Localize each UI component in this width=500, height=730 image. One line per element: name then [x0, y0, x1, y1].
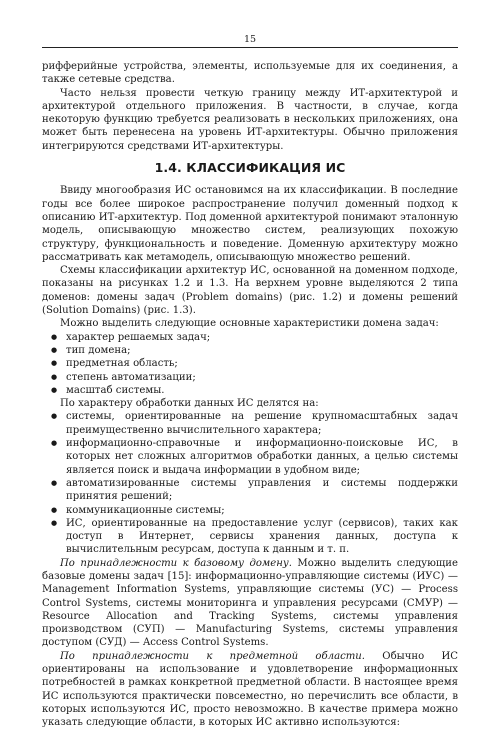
paragraph-characteristics-intro: Можно выделить следующие основные характеристики домена задач: — [60, 318, 439, 330]
page-number: 15 — [243, 34, 257, 45]
paragraph-schemes: Схемы классификации архитектур ИС, основанной на доменном подходе, показаны на рисунках 1.2 и 1.3. На верхнем уровне выделяются 2 типа доменов: домены задач (Problem domains) (рис. 1.2) и домены решений (Solution Domains) (рис. 1.3). — [42, 265, 458, 317]
body-text — [42, 60, 458, 730]
subject-domain-text: Обычно ИС ориентированы на использование и удовлетворение информационных потребностей в рамках конкретной предметной области. В настоящее время ИС используются практически повсеместно, но перечислить все области, в которых используются ИС, просто невозможно. В качестве примера можно указать следующие области, в которых ИС активно используются: — [42, 650, 458, 729]
paragraph-it-architecture: Часто нельзя провести четкую границу между ИТ-архитектурой и архитектурой отдельного приложения. В частности, в случае, когда некоторую функцию требуется реализовать в нескольких приложениях, она может быть перенесена на уровень ИТ-архитектуры. Обычно приложения интегрируются средствами ИТ-архитектуры. — [42, 87, 458, 152]
subject-domain-lead: По принадлежности к предметной области. — [60, 650, 366, 662]
list-item: ● тип домена; — [42, 344, 458, 357]
list-item: ● предметная область; — [42, 357, 458, 370]
processing-types-list — [42, 410, 458, 556]
section-title: 1.4. КЛАССИФИКАЦИЯ ИС — [154, 160, 346, 176]
paragraph-subject-domain — [42, 650, 458, 730]
list-item: ● степень автоматизации; — [42, 371, 458, 384]
paragraph-base-domain — [42, 557, 458, 650]
list-item: ● ИС, ориентированные на предоставление услуг (сервисов), таких как доступ в Интернет, сервисы хранения данных, доступа к вычислительным ресурсам, доступа к данным и т. п. — [42, 517, 458, 557]
paragraph-classification: Ввиду многообразия ИС остановимся на их классификации. В последние годы все более широкое распространение получил доменный подход к описанию ИТ-архитектур. Под доменной архитектурой понимают эталонную модель, описывающую множество систем, реализующих похожую структуру, функциональность и поведение. Доменную архитектуру можно рассматривать как метамодель, описывающую множество решений. — [42, 185, 458, 263]
list-item: ● информационно-справочные и информационно-поисковые ИС, в которых нет сложных алгоритмов обработки данных, а целью системы является поиск и выдача информации в удобном виде; — [42, 437, 458, 477]
list-item: ● коммуникационные системы; — [42, 504, 458, 517]
characteristics-list — [42, 331, 458, 397]
list-item: ● характер решаемых задач; — [42, 331, 458, 344]
paragraph-continuation: рифферийные устройства, элементы, используемые для их соединения, а также сетевые средства. — [42, 61, 458, 86]
header-rule — [42, 47, 458, 48]
list-item: ● масштаб системы. — [42, 384, 458, 397]
base-domain-text: Можно выделить следующие базовые домены задач [15]: информационно-управляющие системы (ИУС) — Management Information Systems, управляющие системы (УС) — Process Control Systems, системы мониторинга и управления ресурсами (СМУР) — Resource Allocation and Tracking Systems, системы управления производством (СУП) — Manufacturing Systems, системы управления доступом (СУД) — Access Control Systems. — [42, 557, 458, 649]
base-domain-lead: По принадлежности к базовому домену. — [60, 557, 292, 569]
list-item: ● системы, ориентированные на решение крупномасштабных задач преимущественно вычислительного характера; — [42, 410, 458, 437]
list-item: ● автоматизированные системы управления и системы поддержки принятия решений; — [42, 477, 458, 504]
paragraph-processing-intro: По характеру обработки данных ИС делятся на: — [60, 398, 319, 410]
